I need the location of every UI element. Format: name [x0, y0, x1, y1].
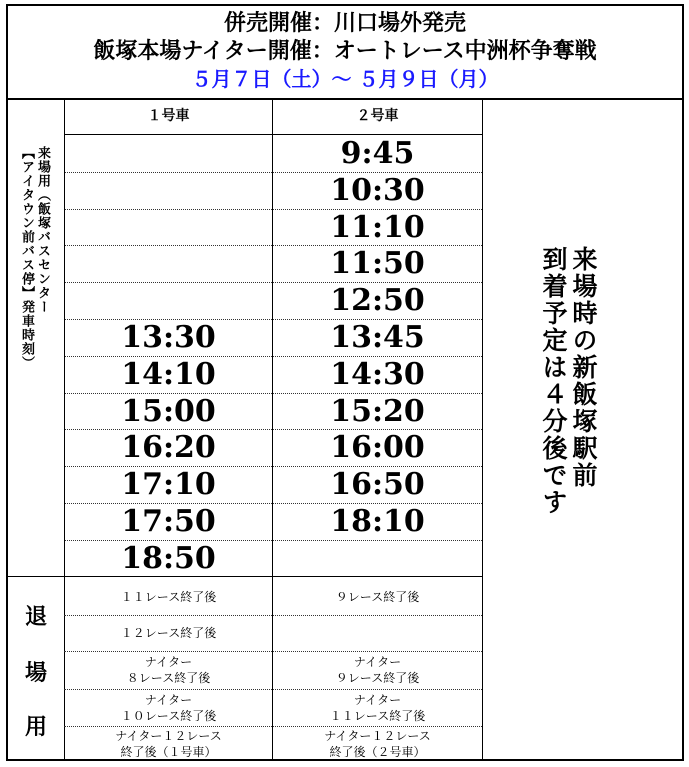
- row-divider: [65, 245, 482, 246]
- row-divider: [64, 651, 482, 652]
- departure-time-line: ９レース終了後: [335, 671, 420, 685]
- departure-time-car2: [273, 654, 482, 686]
- departure-time-car1: [65, 589, 272, 605]
- header-line-2: 飯塚本場ナイター開催：オートレース中洲杯争奪戦: [93, 38, 597, 64]
- departure-time-car2: [273, 728, 482, 760]
- departure-time-line: １２レース終了後: [120, 626, 217, 640]
- row-divider: [65, 319, 482, 320]
- header-dates: ５月７日（土）～ ５月９日（月）: [191, 67, 499, 91]
- arrival-time-car2: [273, 540, 482, 576]
- timetable-frame: [6, 4, 684, 761]
- departure-time-line: ９レース終了後: [335, 589, 420, 604]
- departure-time-line: ナイター: [144, 692, 193, 707]
- departure-time-car1: [65, 625, 272, 641]
- departure-time-car1: [65, 692, 272, 724]
- header-line-1: 併売開催：川口場外発売: [223, 10, 466, 36]
- row-divider: [65, 540, 482, 541]
- arrival-label-line2: 【アイタウン前バス停】発車時刻）: [19, 146, 34, 370]
- arrival-time-car1: 17:10: [121, 467, 216, 503]
- arrival-time-car1: [65, 282, 272, 318]
- arrival-time-car2: 10:30: [330, 172, 425, 208]
- row-divider: [65, 393, 482, 394]
- column-header-car1: １号車: [147, 108, 190, 124]
- arrival-time-car2: 12:50: [330, 283, 425, 319]
- departure-time-line: 終了後（２号車）: [329, 744, 426, 759]
- departure-time-car2: [273, 692, 482, 724]
- departure-time-line: １１レース終了後: [120, 589, 217, 604]
- departure-time-car1: [65, 728, 272, 760]
- column-header-car2: ２号車: [356, 108, 399, 124]
- arrival-time-car1: 15:00: [121, 393, 216, 429]
- departure-time-line: １１レース終了後: [329, 708, 426, 723]
- departure-time-car2: [273, 589, 482, 605]
- row-divider: [65, 172, 482, 173]
- departure-label-char-2: 場: [24, 660, 47, 686]
- arrival-time-car1: 13:30: [121, 320, 216, 355]
- departure-label-char-3: 用: [24, 714, 47, 740]
- arrival-time-car1: 17:50: [121, 504, 216, 539]
- arrival-time-car2: 16:50: [330, 467, 425, 503]
- arrival-time-car2: 14:30: [330, 356, 425, 392]
- arrival-note-line2: 到着予定は４分後です: [539, 246, 568, 516]
- arrival-time-car1: [65, 245, 272, 281]
- row-divider: [65, 466, 482, 467]
- departure-time-line: ナイター: [353, 655, 402, 669]
- row-divider: [65, 429, 482, 430]
- row-divider: [65, 503, 482, 504]
- row-divider: [65, 356, 482, 357]
- row-divider: [64, 615, 482, 616]
- arrival-time-car1: [65, 135, 272, 171]
- arrival-time-car2: 9:45: [340, 136, 415, 171]
- row-divider: [65, 282, 482, 283]
- departure-time-line: ナイター１２レース: [115, 728, 222, 743]
- arrival-time-car2: 15:20: [330, 393, 425, 429]
- departure-time-line: ナイター: [353, 692, 402, 707]
- departure-time-line: 終了後（１号車）: [120, 744, 217, 759]
- arrival-label-line1: 来場用（飯塚バスセンター: [35, 146, 50, 314]
- departure-time-line: １０レース終了後: [120, 708, 217, 723]
- arrival-time-car2: 11:10: [330, 209, 425, 245]
- arrival-time-car1: 14:10: [121, 356, 216, 392]
- grid-vline: [482, 98, 483, 761]
- arrival-label: [18, 146, 50, 566]
- departure-time-line: ナイター１２レース: [324, 728, 431, 743]
- arrival-note: [538, 246, 598, 606]
- arrival-time-car1: [65, 209, 272, 245]
- row-divider: [65, 209, 482, 210]
- arrival-time-car1: 16:20: [121, 430, 216, 466]
- arrival-time-car2: 18:10: [330, 504, 425, 539]
- arrival-time-car1: [65, 172, 272, 208]
- row-divider: [64, 726, 482, 727]
- departure-time-line: ８レース終了後: [126, 671, 211, 685]
- departure-label-char-1: 退: [24, 604, 47, 630]
- schedule-header: [8, 6, 682, 100]
- section-divider: [8, 576, 482, 577]
- arrival-time-car2: 16:00: [330, 430, 425, 466]
- row-divider: [64, 689, 482, 690]
- arrival-time-car2: 13:45: [330, 320, 425, 355]
- departure-time-line: ナイター: [144, 655, 193, 669]
- departure-time-car1: [65, 654, 272, 686]
- arrival-time-car1: 18:50: [121, 540, 216, 576]
- arrival-time-car2: 11:50: [330, 246, 425, 282]
- arrival-note-line1: 来場時の新飯塚駅前: [569, 246, 598, 489]
